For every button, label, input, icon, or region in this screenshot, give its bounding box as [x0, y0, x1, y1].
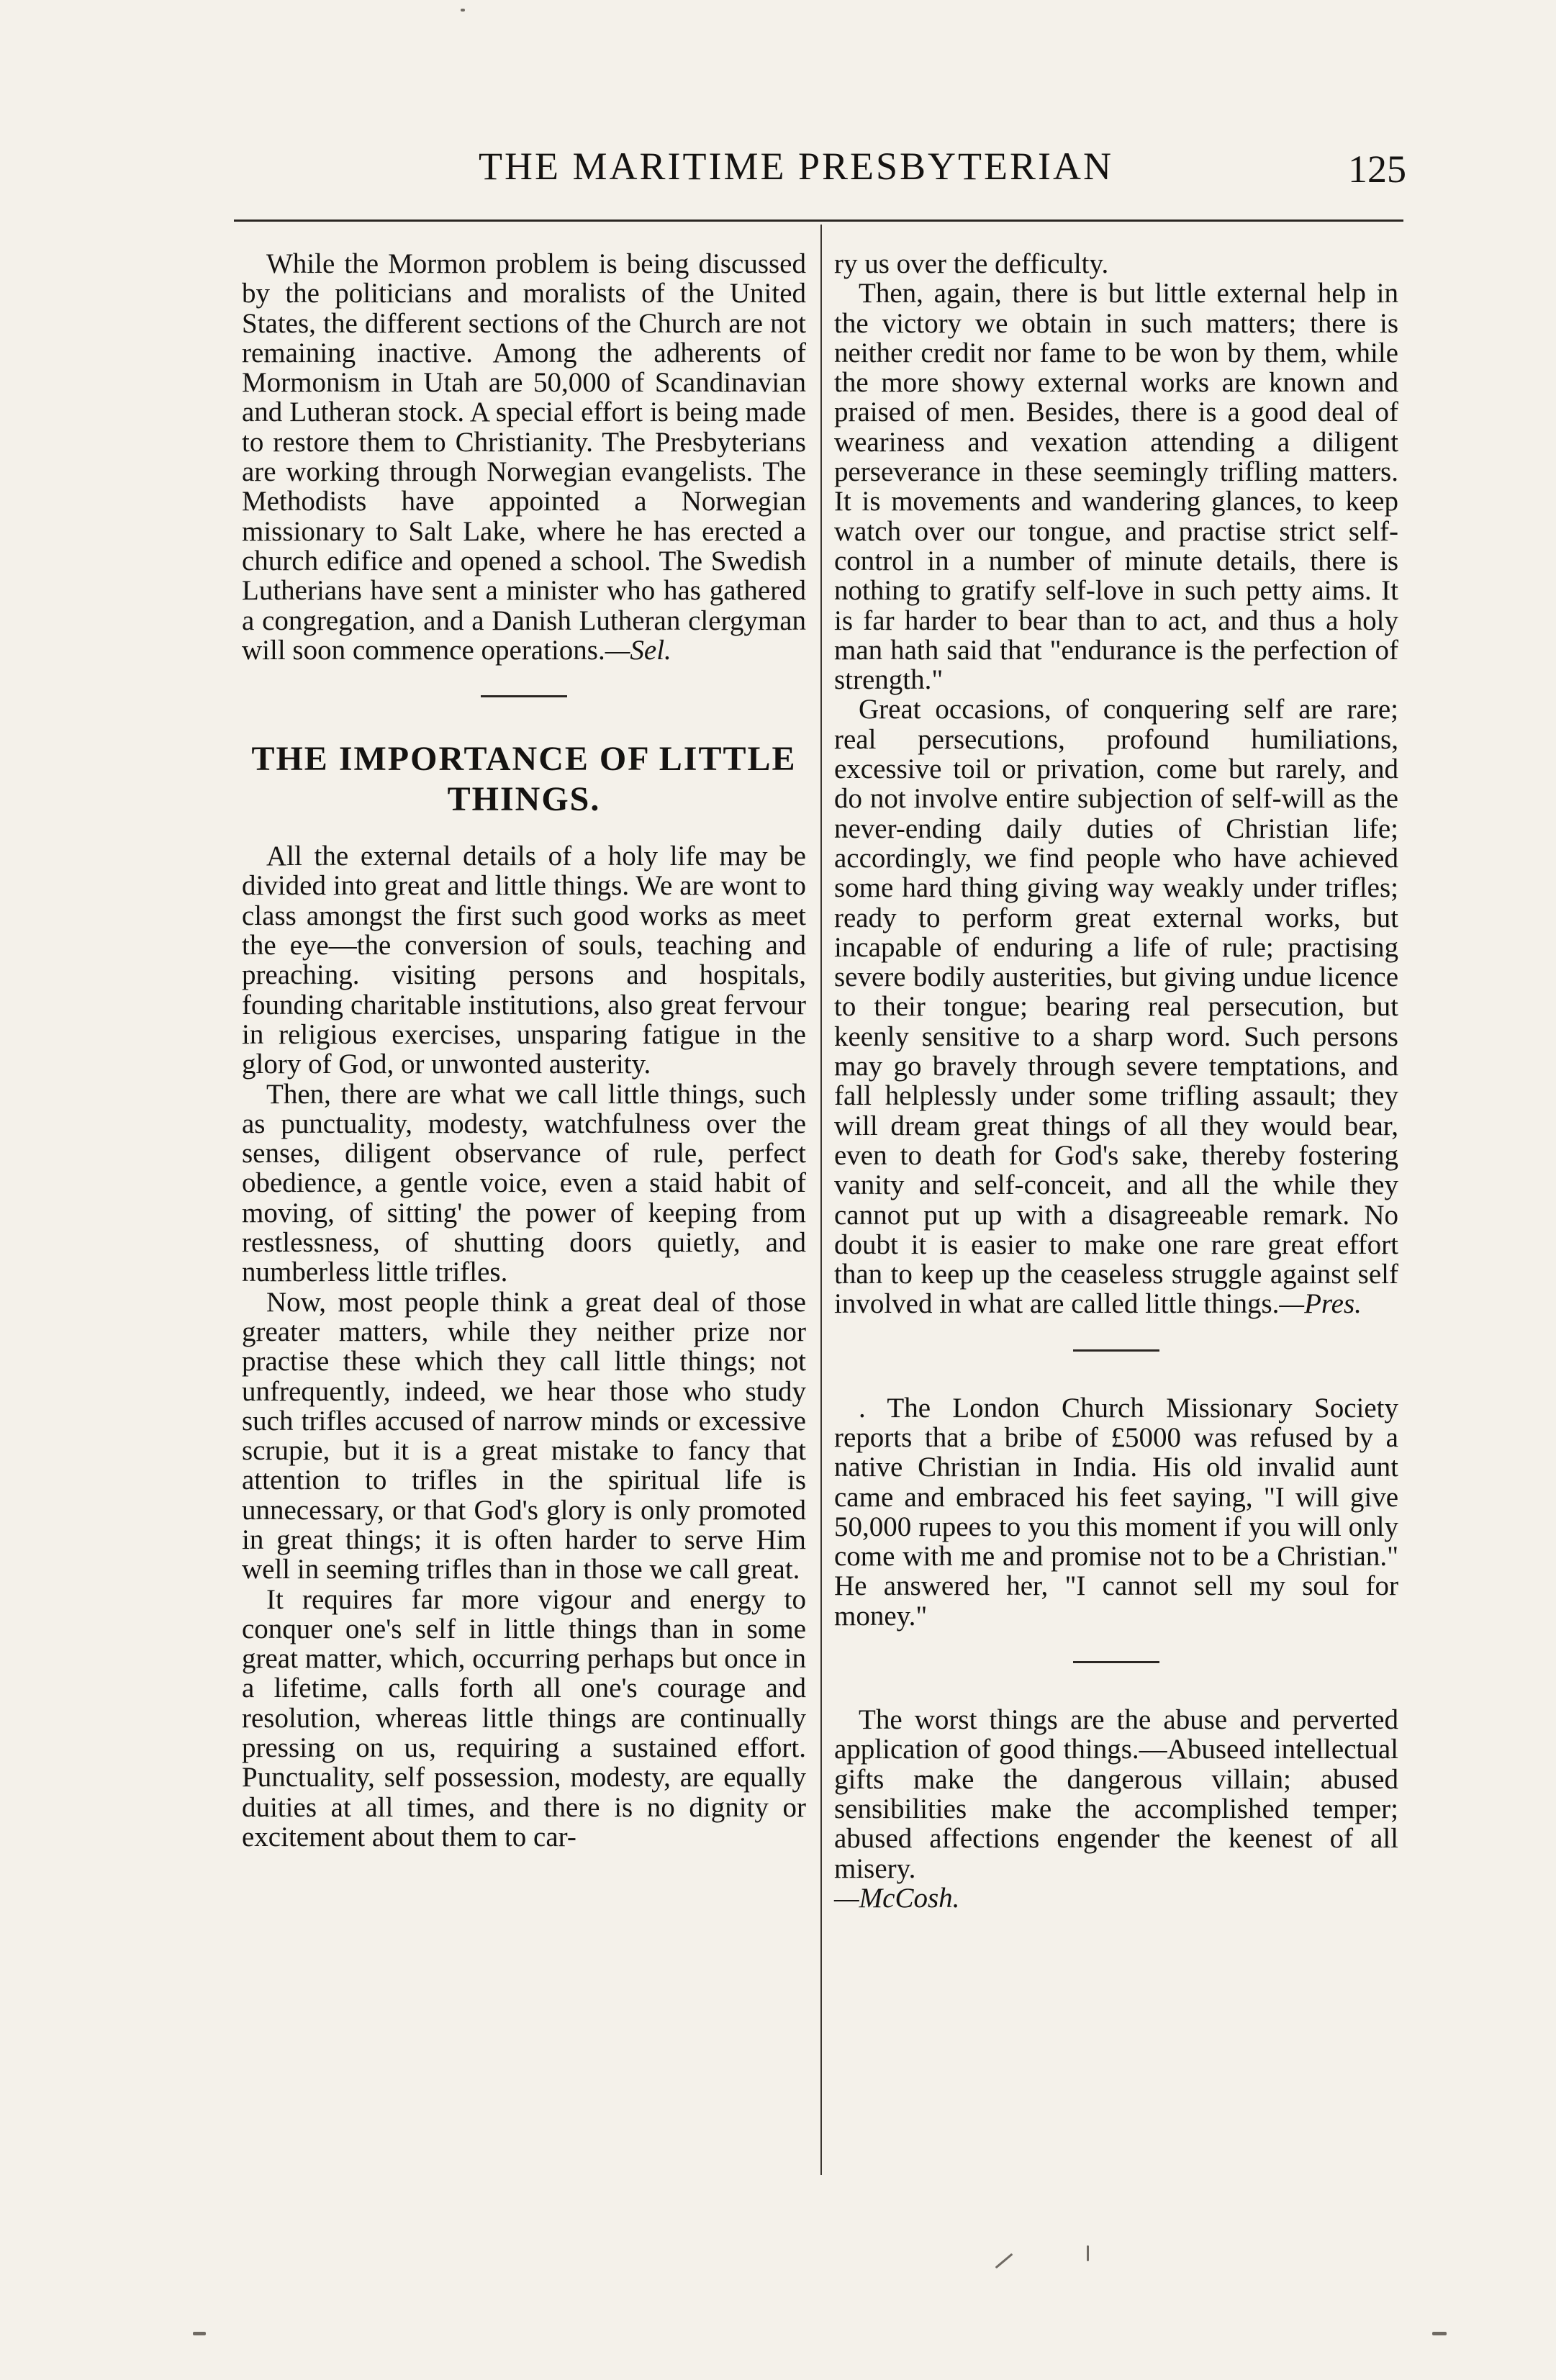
- worst-things-paragraph: The worst things are the abuse and perverted application of good things.—Abuseed intellectual gifts make the dangerous villain; abused sensibilities make the accomplished temper; abused affections engender the keenest of all misery.: [834, 1704, 1398, 1884]
- print-speck: [1087, 2245, 1089, 2261]
- header-rule: [234, 220, 1403, 222]
- missionary-paragraph: . The London Church Missionary Society reports that a bribe of £5000 was refused by a native Christian in India. His old invalid aunt came and embraced his feet saying, "I will give 50,000 rupees to you this moment if you will only come with me and promise not to be a Christian." He answered her, "I cannot sell my soul for money.": [834, 1392, 1398, 1632]
- section-separator: [481, 695, 567, 697]
- section-separator: [1073, 1661, 1159, 1663]
- mormon-text: While the Mormon problem is being discussed by the politicians and moralists of the United States, the different sections of the Church are not remaining inactive. Among the adherents of Mormonism in Utah are 50,000 of Scandinavian and Lutheran stock. A special effort is being made to restore them to Christianity. The Presbyterians are working through Norwegian evangelists. The Methodists have appointed a Norwegian missionary to Salt Lake, where he has erected a church edifice and opened a school. The Swedish Lutherians have sent a minister who has gathered a congregation, and a Danish Lutheran clergyman will soon commence operations.: [242, 248, 806, 666]
- article-title: THE IMPORTANCE OF LITTLE THINGS.: [251, 740, 797, 819]
- article-paragraph: Then, there are what we call little things, such as punctuality, modesty, watchfulness over the senses, diligent observance of rule, perfect obedience, a gentle voice, even a staid habit of moving, of sitting' the power of keeping from restlessness, of shutting doors quietly, and numberless little trifles.: [242, 1078, 806, 1288]
- column-divider: [820, 225, 822, 2175]
- running-title: THE MARITIME PRESBYTERIAN: [479, 145, 1113, 188]
- article-paragraph: [834, 694, 1398, 1318]
- print-speck: [995, 2253, 1013, 2269]
- article-paragraph: It requires far more vigour and energy to conquer one's self in little things than in some great matter, which, occurring perhaps but once in a lifetime, calls forth all one's courage and resolution, whereas little things are continually pressing on us, requiring a sustained effort. Punctuality, self possession, modesty, are equally duities at all times, and there is no dignity or excitement about them to car-: [242, 1583, 806, 1852]
- article-paragraph: Now, most people think a great deal of those greater matters, while they neither prize nor practise these which they call little things; not unfrequently, indeed, we hear those who study such trifles accused of narrow minds or excessive scrupie, but it is a great mistake to fancy that attention to trifles in the spiritual life is unnecessary, or that God's glory is only promoted in great things; it is often harder to serve Him well in seeming trifles than in those we call great.: [242, 1286, 806, 1585]
- article-text: Great occasions, of conquering self are rare; real persecutions, profound humiliations, excessive toil or privation, come but rarely, and do not involve entire subjection of self-will as the never-ending daily duties of Christian life; accordingly, we find people who have achieved some hard thing giving way weakly under trifles; ready to perform great external works, but incapable of enduring a life of rule; practising severe bodily austerities, but giving undue licence to their tongue; bearing real persecution, but keenly sensitive to a sharp word. Such persons may go bravely through severe temptations, and fall helplessly under some trifling assault; they will dream great things of all they would bear, even to death for God's sake, thereby fostering vanity and self-conceit, and all the while they cannot put up with a disagreeable remark. No doubt it is easier to make one rare great effort than to keep up the ceaseless struggle against self involved in what are called little things.: [834, 694, 1398, 1320]
- page-header: [0, 144, 1556, 202]
- print-speck: [1432, 2332, 1447, 2335]
- continuation-paragraph: ry us over the defficulty.: [834, 248, 1109, 279]
- mormon-paragraph: [242, 249, 806, 665]
- article-paragraph: All the external details of a holy life may be divided into great and little things. We are wont to class amongst the first such good works as meet the eye—the conversion of souls, teaching and preaching. visiting persons and hospitals, founding charitable institutions, also great fervour in religious exercises, unsparing fatigue in the glory of God, or unwonted austerity.: [242, 841, 806, 1080]
- mormon-signature: —Sel.: [605, 634, 671, 666]
- page-number: 125: [1348, 148, 1406, 191]
- article-signature: —Pres.: [1279, 1288, 1362, 1320]
- print-speck: [461, 9, 465, 12]
- mccosh-signature: —McCosh.: [834, 1882, 960, 1914]
- print-speck: [193, 2332, 206, 2335]
- article-paragraph: Then, again, there is but little external help in the victory we obtain in such matters; there is neither credit nor fame to be won by them, while the more showy external works are known and praised of men. Besides, there is a good deal of weariness and vexation attending a diligent perseverance in these seemingly trifling matters. It is movements and wandering glances, to keep watch over our tongue, and practise strict self-control in a number of minute details, there is nothing to gratify self-love in such petty aims. It is far harder to bear than to act, and thus a holy man hath said that "endurance is the perfection of strength.": [834, 278, 1398, 696]
- section-separator: [1073, 1349, 1159, 1352]
- right-column: [834, 249, 1398, 1913]
- left-column: [242, 249, 806, 1852]
